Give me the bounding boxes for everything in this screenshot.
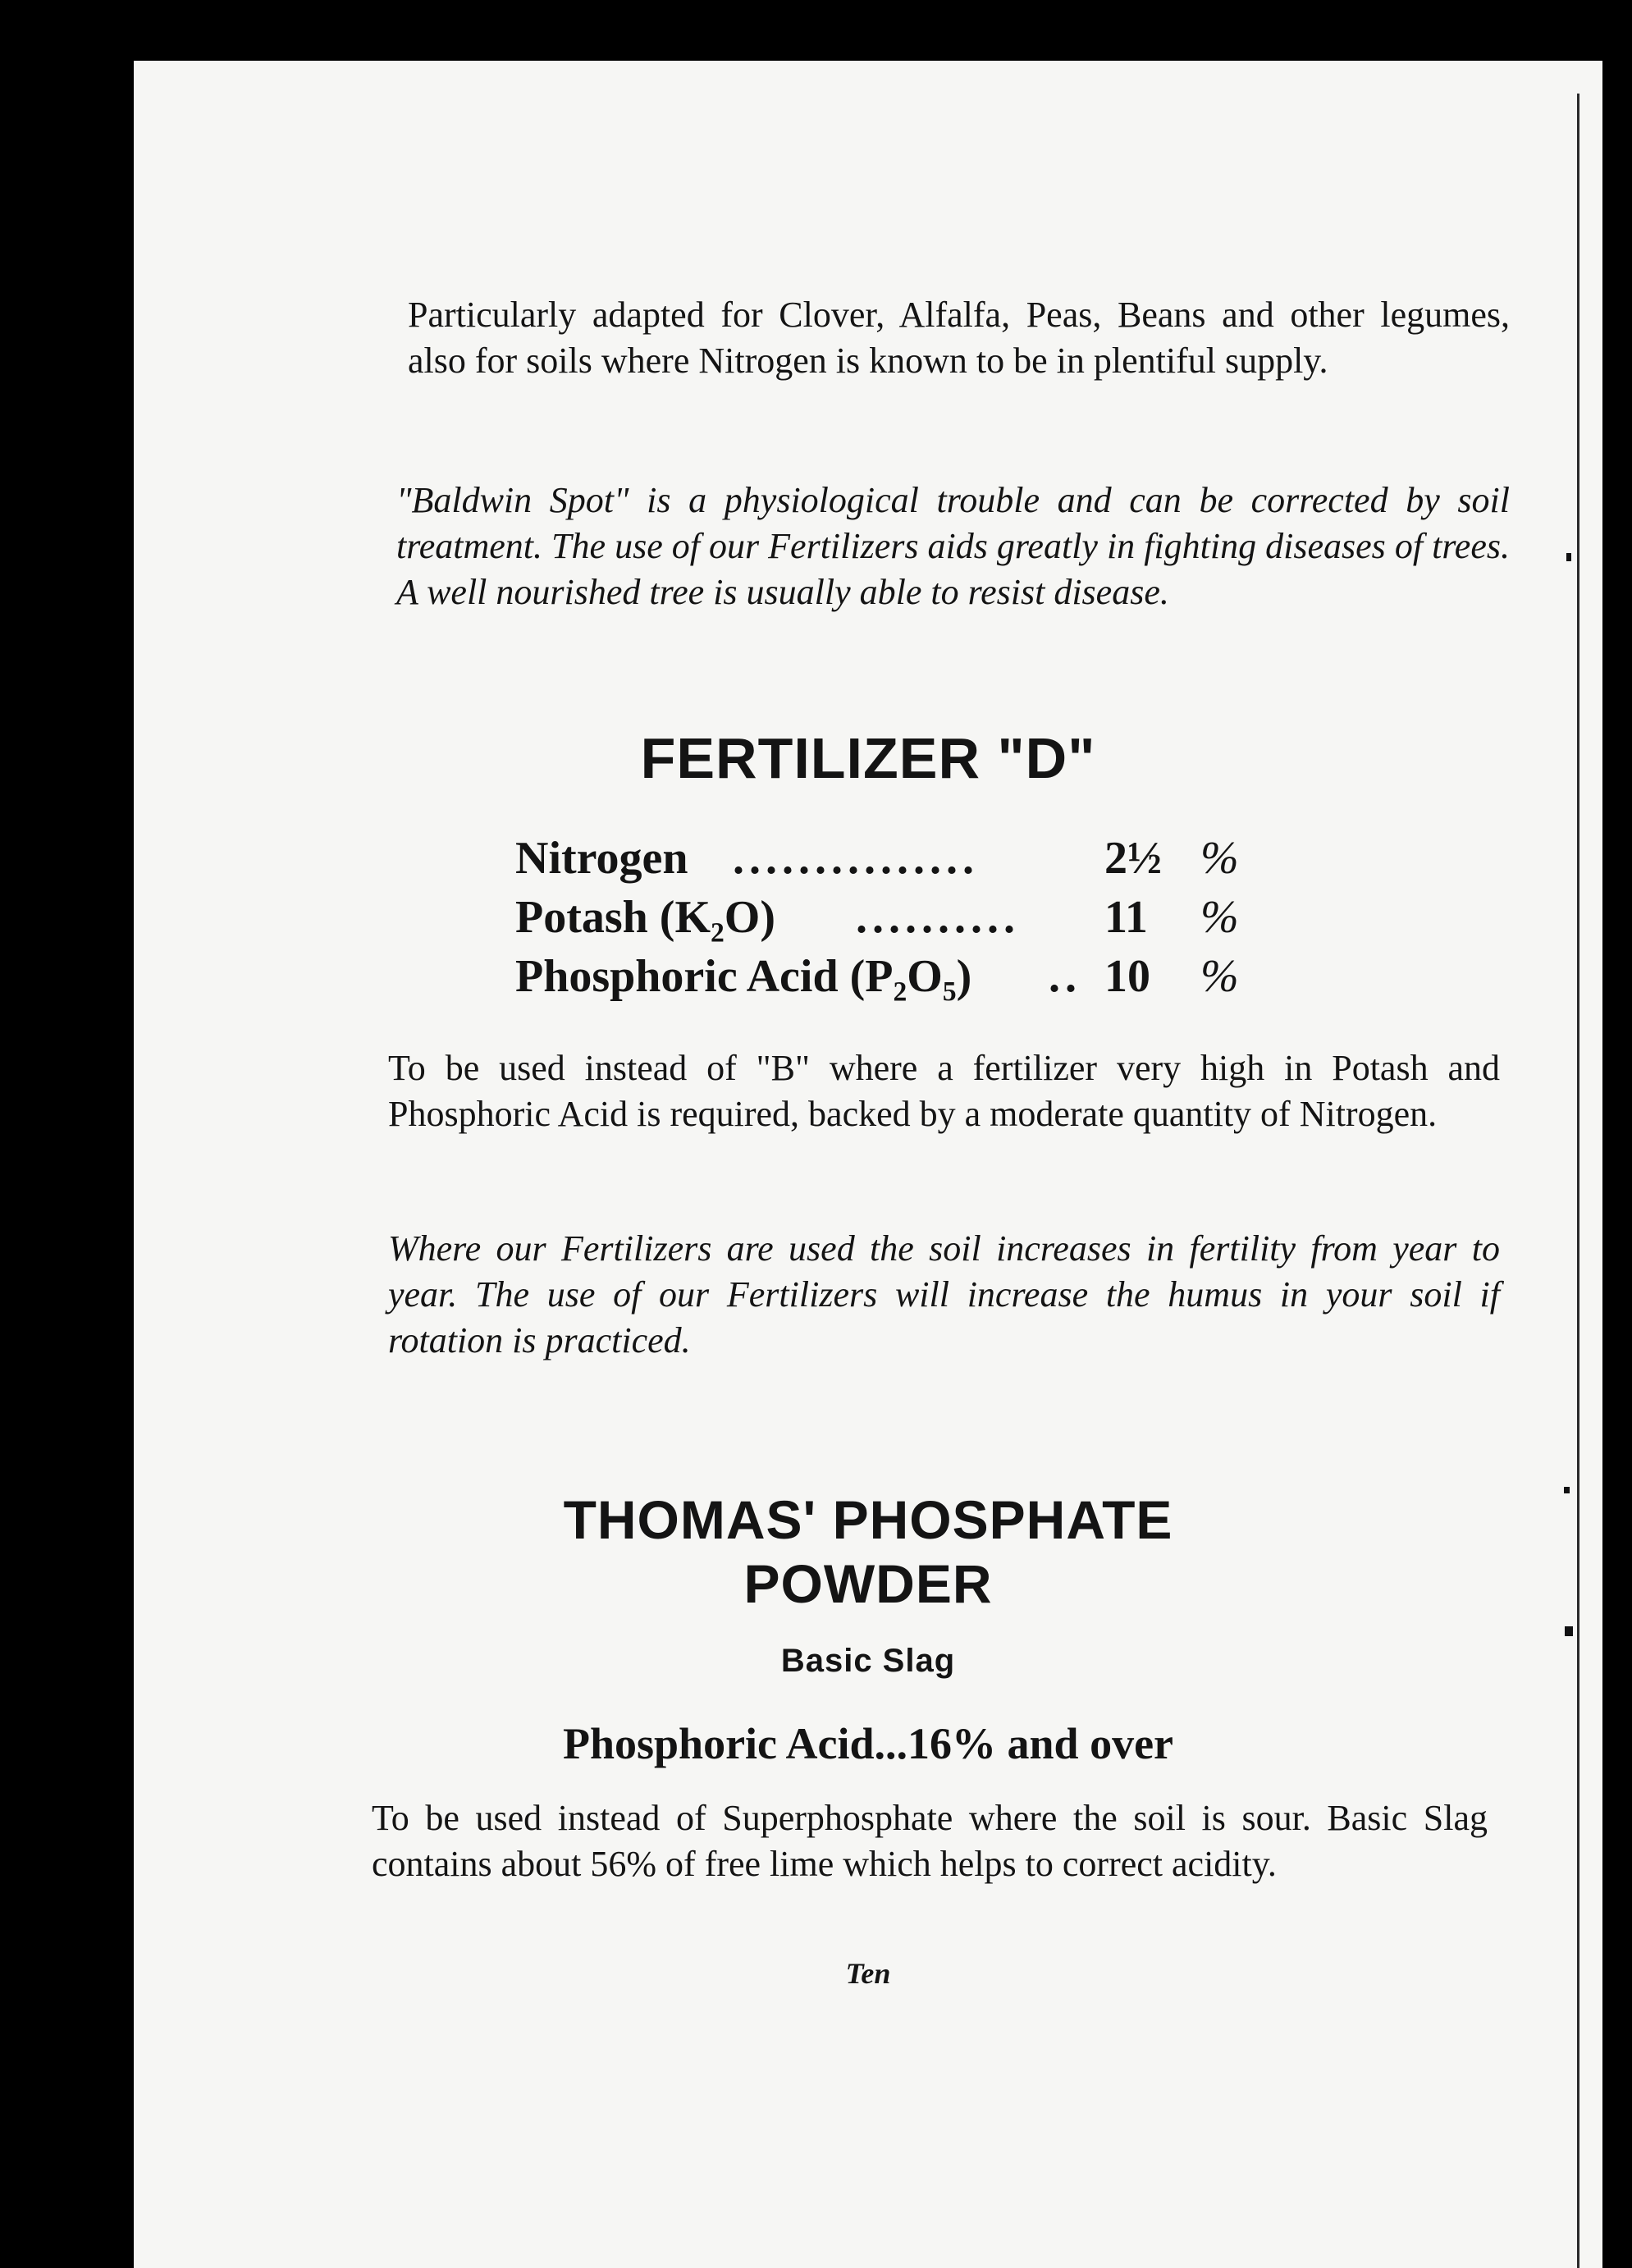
leader-dots: .. [1049, 951, 1081, 1002]
analysis-row-phosphoric-acid [515, 950, 1254, 1009]
fertilizer-d-heading: FERTILIZER "D" [640, 726, 1096, 790]
usage-paragraph: To be used instead of "B" where a fertilizer very high in Potash and Phosphoric Acid is required, backed by a moderate quantity of Nitrogen. [388, 1048, 1500, 1134]
analysis-row-nitrogen [515, 832, 1254, 891]
percent-sign: % [1200, 951, 1239, 1002]
phosphoric-acid-line: Phosphoric Acid...16% and over [562, 1719, 1174, 1768]
leader-dots: .......... [856, 892, 1020, 943]
analysis-value: 2½ [1104, 833, 1162, 884]
page-number: Ten [845, 1957, 891, 1990]
page-edge-rule [1577, 94, 1579, 2268]
basic-slag-paragraph: To be used instead of Superphosphate where the soil is sour. Basic Slag contains about 56% of free lime which helps to correct acidity. [372, 1798, 1488, 1884]
analysis-label: Phosphoric Acid (P₂O₅) [515, 951, 972, 1002]
document-page [134, 61, 1602, 2268]
speck-mark [1565, 1626, 1573, 1636]
analysis-value: 10 [1104, 951, 1150, 1002]
thomas-phosphate-heading: THOMAS' PHOSPHATE [563, 1489, 1173, 1550]
analysis-table [515, 832, 1254, 1009]
humus-paragraph: Where our Fertilizers are used the soil increases in fertility from year to year. The use of our Fertilizers will increase the humus in your soil if rotation is practiced. [388, 1228, 1500, 1360]
analysis-label: Nitrogen [515, 833, 688, 884]
speck-mark [1566, 553, 1571, 561]
analysis-value: 11 [1104, 892, 1148, 943]
analysis-label: Potash (K₂O) [515, 892, 775, 943]
analysis-row-potash [515, 891, 1254, 950]
powder-heading: POWDER [743, 1553, 993, 1614]
intro-paragraph: Particularly adapted for Clover, Alfalfa, Peas, Beans and other legumes, also for soils where Nitrogen is known to be in plentiful supply. [408, 295, 1510, 381]
percent-sign: % [1200, 833, 1239, 884]
basic-slag-subheading: Basic Slag [780, 1643, 956, 1679]
leader-dots: ............... [733, 833, 979, 884]
percent-sign: % [1200, 892, 1239, 943]
baldwin-spot-paragraph: "Baldwin Spot" is a physiological trouble and can be corrected by soil treatment. The use of our Fertilizers aids greatly in fighting diseases of trees. A well nourished tree is usually able to resist disease. [396, 480, 1510, 612]
